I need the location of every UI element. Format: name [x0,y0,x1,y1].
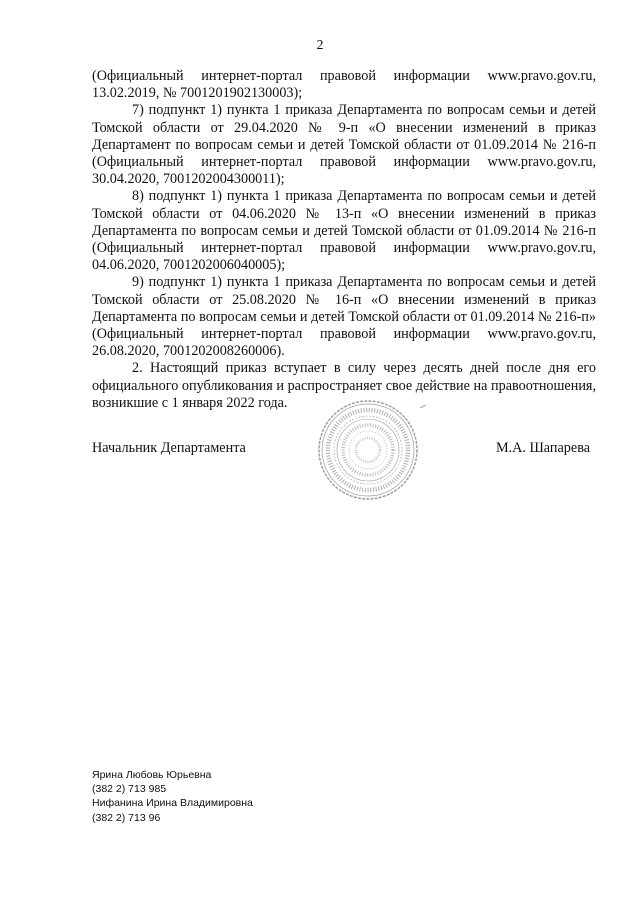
text-line: (Официальный интернет-портал правовой информации www.pravo.gov.ru, [92,240,596,257]
text-line: (Официальный интернет-портал правовой информации www.pravo.gov.ru, [92,326,596,343]
text-line: Томской области от 04.06.2020 № 13-п «О внесении изменений в приказ [92,205,596,222]
text-line: Томской области от 25.08.2020 № 16-п «О внесении изменений в приказ [92,291,596,308]
document-body [92,68,596,412]
signatory-title: Начальник Департамента [92,440,246,456]
text-line: возникшие с 1 января 2022 года. [92,394,288,411]
text-line: 30.04.2020, 7001202004300011); [92,171,285,188]
executor-name: Нифанина Ирина Владимировна [92,797,253,810]
text-line: 26.08.2020, 7001202008260006). [92,343,285,360]
paragraph-item-7 [92,102,596,188]
text-line: официального опубликования и распространяет свое действие на правоотношения, [92,377,596,394]
paragraph-item-8 [92,188,596,274]
text-line: (Официальный интернет-портал правовой информации www.pravo.gov.ru, [92,68,596,84]
text-line: 2. Настоящий приказ вступает в силу через десять дней после дня его [132,360,596,377]
text-line: (Официальный интернет-портал правовой информации www.pravo.gov.ru, [92,154,596,171]
executor-name: Ярина Любовь Юрьевна [92,769,212,781]
text-line: Департамента по вопросам семьи и детей Томской области от 01.09.2014 № 216-п» [92,308,596,325]
text-line: Департамент по вопросам семьи и детей Томской области от 01.09.2014 № 216-п [92,136,596,153]
text-line: 8) подпункт 1) пункта 1 приказа Департамента по вопросам семьи и детей [132,188,596,205]
executor-phone: (382 2) 713 96 [92,811,161,824]
text-line: Томской области от 29.04.2020 № 9-п «О внесении изменений в приказ [92,119,596,136]
paragraph-continuation [92,68,596,102]
text-line: 7) подпункт 1) пункта 1 приказа Департамента по вопросам семьи и детей [132,102,596,119]
text-line: 9) подпункт 1) пункта 1 приказа Департамента по вопросам семьи и детей [132,274,596,291]
executors-block [92,768,253,825]
page-number: 2 [316,38,324,53]
text-line: 13.02.2019, № 7001201902130003); [92,85,303,102]
text-line: 04.06.2020, 7001202006040005); [92,257,286,274]
signature-block [92,440,596,460]
executor-phone: (382 2) 713 985 [92,783,167,796]
signatory-name: М.А. Шапарева [495,440,590,456]
text-line: Департамента по вопросам семьи и детей Томской области от 01.09.2014 № 216-п [92,222,596,239]
paragraph-item-9 [92,274,596,360]
ink-mark-icon [420,405,426,408]
